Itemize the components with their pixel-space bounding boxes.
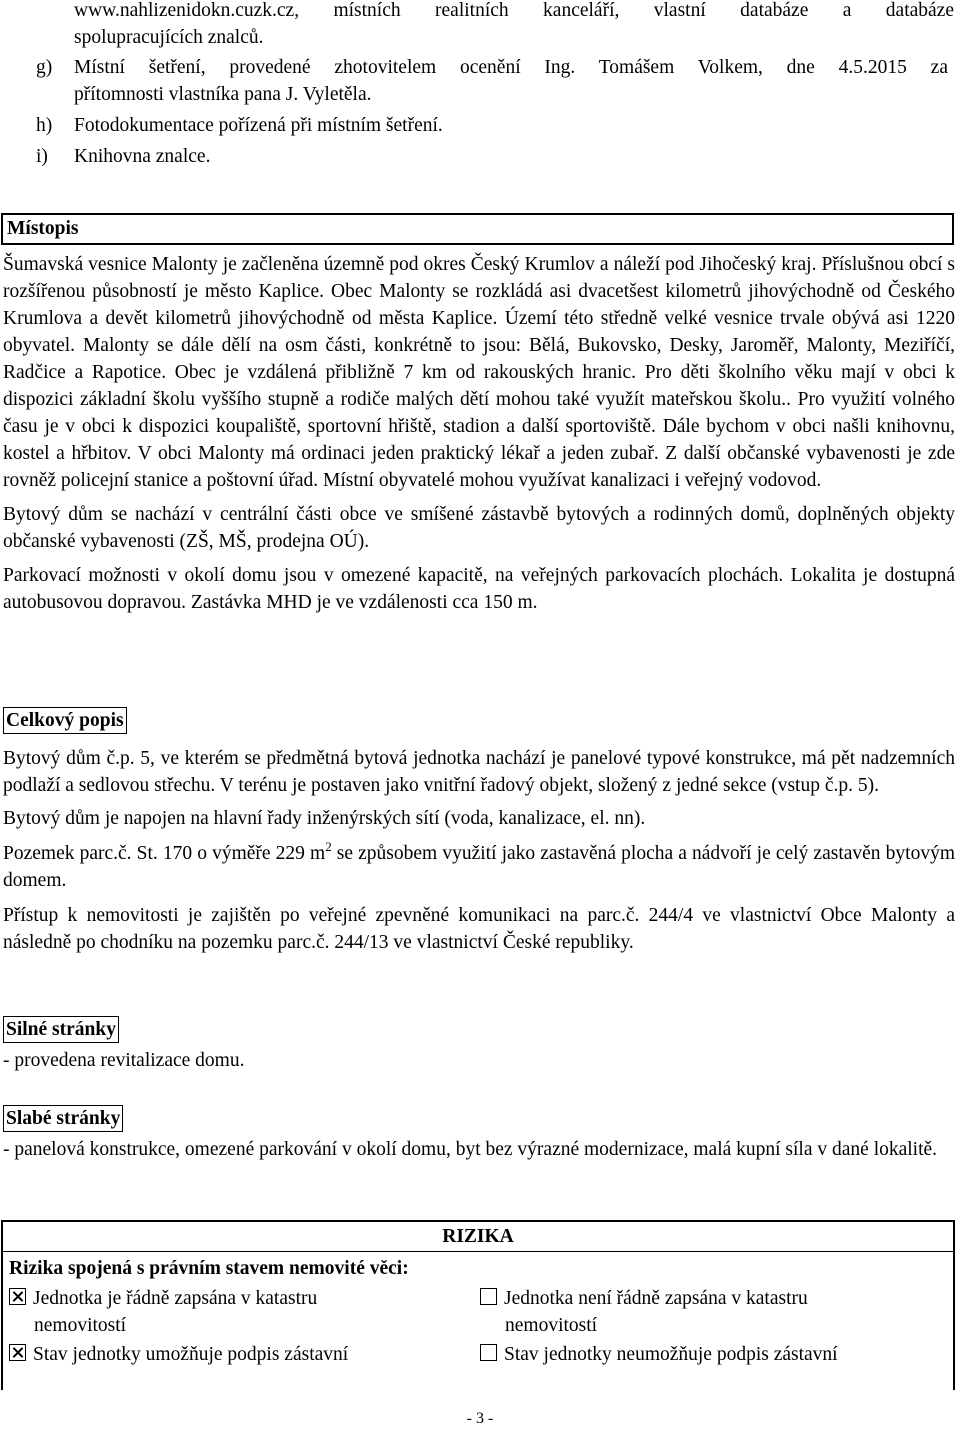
option-label: Jednotka není řádně zapsána v katastru: [504, 1288, 808, 1309]
celkovy-section: [3, 707, 955, 956]
list-text: Místní šetření, provedené zhotovitelem ocenění Ing. Tomášem Volkem, dne 4.5.2015 za: [74, 57, 948, 78]
paragraph: Bytový dům je napojen na hlavní řady inženýrských sítí (voda, kanalizace, el. nn).: [3, 808, 646, 829]
text: Pozemek parc.č. St. 170 o výměře 229 m: [3, 843, 326, 864]
risk-option: [9, 1341, 429, 1368]
option-label: Stav jednotky umožňuje podpis zástavní: [33, 1344, 349, 1365]
mistopis-section: [3, 251, 955, 616]
paragraph: [3, 840, 955, 894]
silne-section: [3, 1016, 955, 1074]
section-title-celkovy: Celkový popis: [3, 707, 127, 734]
list-marker: h): [36, 115, 53, 136]
section-title-mistopis: Místopis: [1, 213, 954, 245]
list-item: [0, 143, 954, 170]
page-number: - 3 -: [466, 1410, 494, 1427]
risk-option: [480, 1341, 920, 1368]
superscript: 2: [325, 839, 332, 854]
checked-box-icon[interactable]: [9, 1288, 26, 1305]
paragraph: - provedena revitalizace domu.: [3, 1050, 245, 1071]
unchecked-box-icon[interactable]: [480, 1288, 497, 1305]
list-item: [0, 54, 954, 108]
rizika-subtitle: Rizika spojená s právním stavem nemovité věci:: [9, 1258, 409, 1279]
paragraph: Bytový dům č.p. 5, ve kterém se předmětná bytová jednotka nachází je panelové typové konstrukce, má pět nadzemních podlaží a sedlovou střechu. V terénu je postaven jako vnitřní řadový objekt, složený z jedné sekce (vstup č.p. 5).: [3, 748, 955, 796]
list-text: Fotodokumentace pořízená při místním šetření.: [74, 115, 443, 136]
option-label: Stav jednotky neumožňuje podpis zástavní: [504, 1344, 838, 1365]
list-marker: i): [36, 146, 48, 167]
sources-list: [0, 0, 954, 170]
paragraph: - panelová konstrukce, omezené parkování v okolí domu, byt bez výrazné modernizace, malá kupní síla v dané lokalitě.: [3, 1139, 938, 1160]
rizika-table: [1, 1220, 955, 1390]
paragraph: Šumavská vesnice Malonty je začleněna územně pod okres Český Krumlov a náleží pod Jihočeský kraj. Příslušnou obcí s rozšířenou působností je město Kaplice. Obec Malonty se rozkládá asi dvacetšest kilometrů jihovýchodně od Českého Krumlova a devět kilometrů jihovýchodně od města Kaplice. Území této středně velké vesnice trvale obývá asi 1220 obyvatel. Malonty se dále dělí na osm části, konkrétně to jsou: Bělá, Bukovsko, Desky, Jaroměř, Malonty, Meziříčí, Radčice a Rapotice. Obec je vzdálená přibližně 7 km od rakouských hranic. Pro děti školního věku mají v obci k dispozici základní školu vyššího stupně a rodiče malých dětí mohou také využít mateřskou školu.. Pro využití volného času je v obci k dispozici koupaliště, sportovní hřiště, stadion a další sportoviště. Dále bychom v obci našli knihovnu, kostel a hřbitov. V obci Malonty má ordinaci jeden praktický lékař a jeden zubař. Z další občanské vybavenosti je zde rovněž policejní stanice a poštovní úřad. Místní obyvatelé mohou využívat kanalizaci i veřejný vodovod.: [3, 254, 955, 491]
option-label: nemovitostí: [34, 1315, 127, 1336]
paragraph: Bytový dům se nachází v centrální části obce ve smíšené zástavbě bytových a rodinných domů, doplněných objekty občanské vybavenosti (ZŠ, MŠ, prodejna OÚ).: [3, 504, 955, 552]
paragraph: Přístup k nemovitosti je zajištěn po veřejné zpevněné komunikaci na parc.č. 244/4 ve vlastnictví Obce Malonty a následně po chodníku na pozemku parc.č. 244/13 ve vlastnictví České republiky.: [3, 905, 955, 953]
risk-option: [9, 1285, 429, 1339]
checked-box-icon[interactable]: [9, 1344, 26, 1361]
option-label: Jednotka je řádně zapsána v katastru: [33, 1288, 318, 1309]
risk-option: [480, 1285, 900, 1339]
section-title-silne: Silné stránky: [3, 1016, 119, 1043]
list-text: přítomnosti vlastníka pana J. Vyletěla.: [74, 84, 372, 105]
source-line: www.nahlizenidokn.cuzk.cz, místních realitních kanceláří, vlastní databáze a databáze: [74, 0, 954, 21]
paragraph: Parkovací možnosti v okolí domu jsou v omezené kapacitě, na veřejných parkovacích plochách. Lokalita je dostupná autobusovou dopravou. Zastávka MHD je ve vzdálenosti cca 150 m.: [3, 565, 955, 613]
text: se způsobem využití jako zastavěná plocha a nádvoří je celý zastavěn bytovým domem.: [3, 843, 955, 891]
list-marker: g): [36, 57, 53, 78]
list-item: [0, 112, 954, 139]
unchecked-box-icon[interactable]: [480, 1344, 497, 1361]
rizika-title: RIZIKA: [3, 1222, 953, 1252]
source-line: spolupracujících znalců.: [74, 27, 264, 48]
slabe-section: [3, 1105, 955, 1163]
list-text: Knihovna znalce.: [74, 146, 211, 167]
option-label: nemovitostí: [505, 1315, 598, 1336]
section-title-slabe: Slabé stránky: [3, 1105, 123, 1132]
